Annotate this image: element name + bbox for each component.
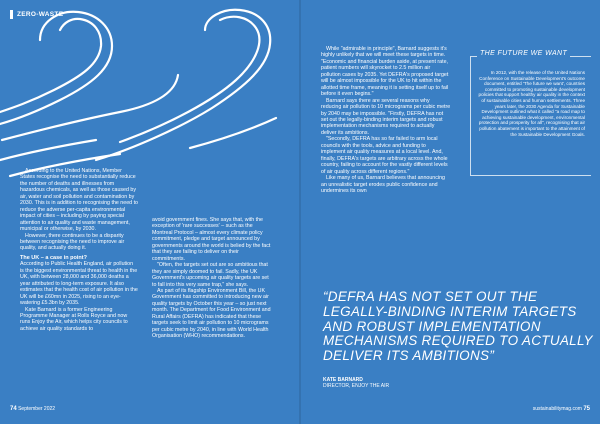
pull-quote: “DEFRA HAS NOT SET OUT THE LEGALLY-BINDING INTERIM TARGETS AND ROBUST IMPLEMENTATION MECHANISMS REQUIRED TO ACTUALLY DELIVER ITS AMBITIONS” — [323, 289, 593, 364]
paragraph: avoid government fines. She says that, with the exception of 'rare successes' – such as the Montreal Protocol – almost every climate policy commitment, pledge and target announced by governments around the world is belied by the fact that they are failing to deliver on their commitments. — [152, 217, 271, 262]
section-tag-label: ZERO-WASTE — [17, 11, 64, 18]
body-column-1 — [20, 168, 138, 332]
paragraph: According to Public Health England, air pollution is the biggest environmental threat to health in the UK, with between 28,000 and 36,000 deaths a year attributed to long-term exposure. It also estimates that the health cost of air pollution in the UK will be £60mn in 2025, rising to an eye-watering £5.3bn by 2035. — [20, 261, 138, 307]
issue-date: September 2022 — [18, 406, 56, 412]
paragraph: As part of its flagship Environment Bill, the UK Government has committed to introducing new air quality targets by October this year – so just next month. The Department for Food Environment and Rural Affairs (DEFRA) has indicated that these targets seek to limit air pollution to 10 micrograms per cubic metre by 2040, in line with World Health Organisation (WHO) recommendations. — [152, 287, 271, 340]
sidebar-box — [470, 50, 591, 176]
body-column-3 — [321, 46, 451, 194]
site-name: sustainabilitymag.com — [532, 406, 582, 412]
paragraph: Like many of us, Barnard believes that announcing an unrealistic target erodes public confidence and undermines its own — [321, 175, 445, 194]
body-column-2 — [152, 217, 272, 340]
quote-attribution — [323, 377, 389, 390]
footer-left — [10, 406, 55, 412]
paragraph: However, there continues to be a disparity between recognising the need to improve air quality, and actually doing it. — [20, 232, 125, 252]
paragraph: According to the United Nations, Member States recognise the need to substantially reduce the number of deaths and illnesses from hazardous chemicals, as well as those caused by air, water and soil pollution and contamination by 2030. This is in addition to recognising the need to reduce the adverse per-capita environmental impact of cities – including by paying special attention to air quality and waste management, municipal or otherwise, by 2030. — [20, 168, 138, 233]
paragraph: While "admirable in principle", Barnard suggests it's highly unlikely that we will meet these targets in time. "Economic and financial burden aside, at present rate, patient numbers will skyrocket to 2.5 million air pollution cases by 2035. Yet DEFRA's proposed target will be almost impossible for the UK to hit within the allotted time frame, meaning it is setting itself up to fail before it even begins." — [321, 46, 449, 98]
sidebar-title: THE FUTURE WE WANT — [477, 50, 570, 57]
page-number-left: 74 — [10, 406, 17, 412]
sidebar-body: In 2012, with the release of the United Nations Conference on Sustainable Development's outcome document, entitled 'The future we want', countries committed to promoting sustainable development policies that support healthy air quality in the context of sustainable cities and human settlements. Three years later, the 2030 Agenda for Sustainable Development outlined what it called "a road map to achieving sustainable development, environmental protection and prosperity for all", recognising that air pollution abatement is important to the attainment of the Sustainable Development Goals. — [478, 70, 585, 137]
subheading: The UK – a case in point? — [20, 254, 87, 261]
paragraph: Barnard says there are several reasons why reducing air pollution to 10 micrograms per cubic metre by 2040 may be impossible. "Firstly, DEFRA has not set out the legally-binding interim targets and robust implementation mechanisms required to actually deliver its ambitions. — [321, 97, 451, 136]
paragraph: "Often, the targets set out are so ambitious that they are simply doomed to fail. Sadly, the UK Government's upcoming air quality targets are set to fall into this very same trap," she says. — [152, 262, 269, 288]
attribution-role: DIRECTOR, ENJOY THE AIR — [323, 383, 390, 390]
page-number-right: 75 — [583, 406, 590, 412]
attribution-name: KATE BARNARD — [323, 377, 363, 383]
paragraph: Kate Barnard is a former Engineering Programme Manager at Rolls Royce and now runs Enjoy the Air, which helps city councils to achieve air quality standards to — [20, 306, 128, 332]
paragraph: "Secondly, DEFRA has so far failed to arm local councils with the tools, advice and funding to implement air quality measures at a local level. And, finally, DEFRA's targets are arbitrary across the whole country, failing to account for the vastly different levels of air quality across different regions." — [321, 136, 448, 175]
footer-right — [533, 406, 590, 412]
